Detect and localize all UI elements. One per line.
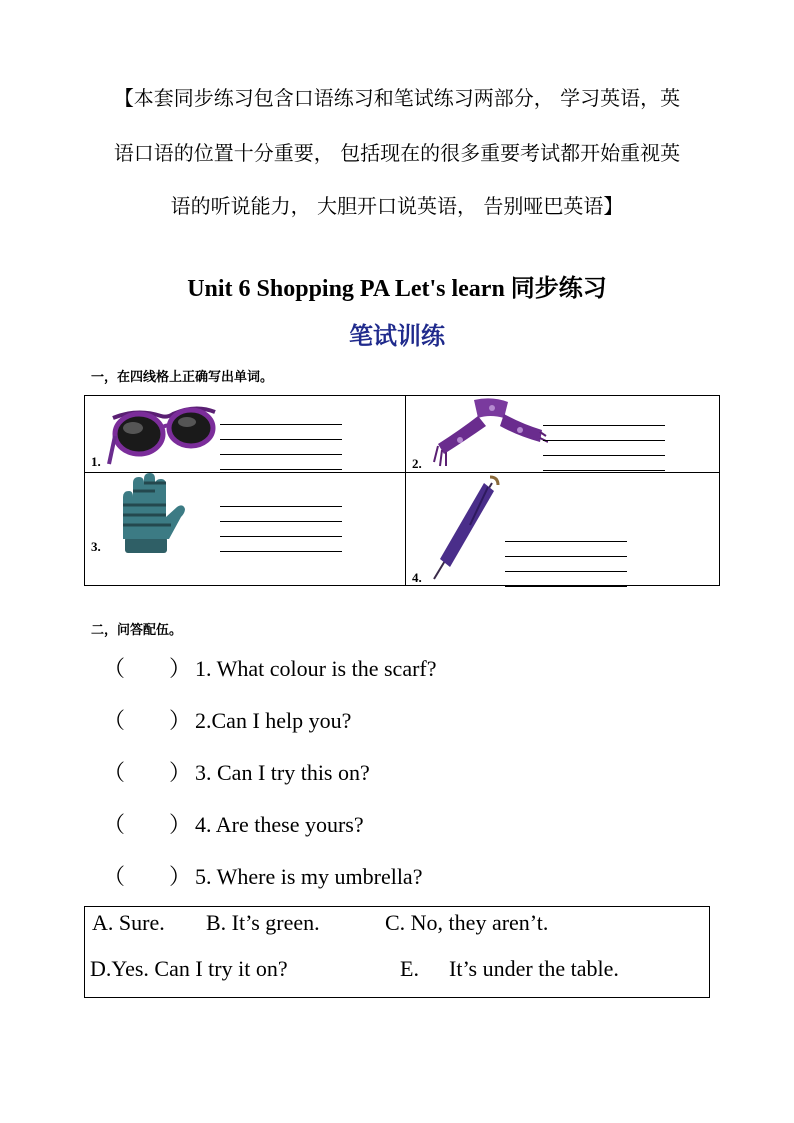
four-line-grid (220, 492, 342, 552)
answer-bracket[interactable]: （ ） (103, 708, 192, 733)
grid-cell-1 (85, 396, 406, 473)
answer-a: A. Sure. (92, 910, 165, 935)
word-writing-grid (84, 395, 720, 586)
answer-bracket[interactable]: （ ） (103, 656, 192, 681)
answer-bracket[interactable]: （ ） (103, 812, 192, 837)
four-line-grid (543, 411, 665, 471)
answer-bracket[interactable]: （ ） (103, 760, 192, 785)
answer-d: D.Yes. Can I try it on? (90, 956, 288, 981)
question-5 (103, 860, 422, 891)
item-number: 4. (412, 570, 422, 585)
question-2 (103, 704, 351, 735)
answer-e-text: It’s under the table. (449, 956, 619, 981)
answer-c: C. No, they aren’t. (385, 910, 549, 935)
item-number: 3. (91, 539, 101, 554)
answer-e-letter: E. (400, 956, 419, 981)
question-text: 4. Are these yours? (195, 812, 364, 837)
section-1-heading: 一，在四线格上正确写出单词。 (91, 370, 274, 385)
question-text: 5. Where is my umbrella? (195, 864, 423, 889)
question-text: 2.Can I help you? (195, 708, 352, 733)
grid-cell-4 (406, 473, 719, 585)
item-number: 2. (412, 456, 422, 471)
four-line-grid (505, 527, 627, 587)
intro-line-2: 语口语的位置十分重要， 包括现在的很多重要考试都开始重视英 (113, 141, 681, 165)
four-line-grid (220, 410, 342, 470)
scarf-icon (430, 396, 548, 468)
question-4 (103, 808, 364, 839)
answer-bracket[interactable]: （ ） (103, 864, 192, 889)
intro-line-1: 【本套同步练习包含口语练习和笔试练习两部分， 学习英语，英 (113, 86, 681, 110)
page-title: Unit 6 Shopping PA Let's learn 同步练习 (187, 276, 607, 302)
page-subtitle: 笔试训练 (349, 322, 445, 350)
question-text: 1. What colour is the scarf? (195, 656, 437, 681)
item-number: 1. (91, 454, 101, 469)
question-text: 3. Can I try this on? (195, 760, 370, 785)
answer-b: B. It’s green. (206, 910, 320, 935)
question-1 (103, 652, 437, 683)
grid-cell-2 (406, 396, 719, 473)
glove-icon (115, 473, 187, 555)
sunglasses-icon (107, 400, 219, 470)
section-2-heading: 二，问答配伍。 (91, 623, 183, 638)
intro-line-3: 语的听说能力， 大胆开口说英语， 告别哑巴英语】 (170, 194, 624, 218)
question-3 (103, 756, 370, 787)
grid-cell-3 (85, 473, 406, 585)
answer-options-box (84, 906, 710, 998)
umbrella-icon (430, 475, 504, 583)
